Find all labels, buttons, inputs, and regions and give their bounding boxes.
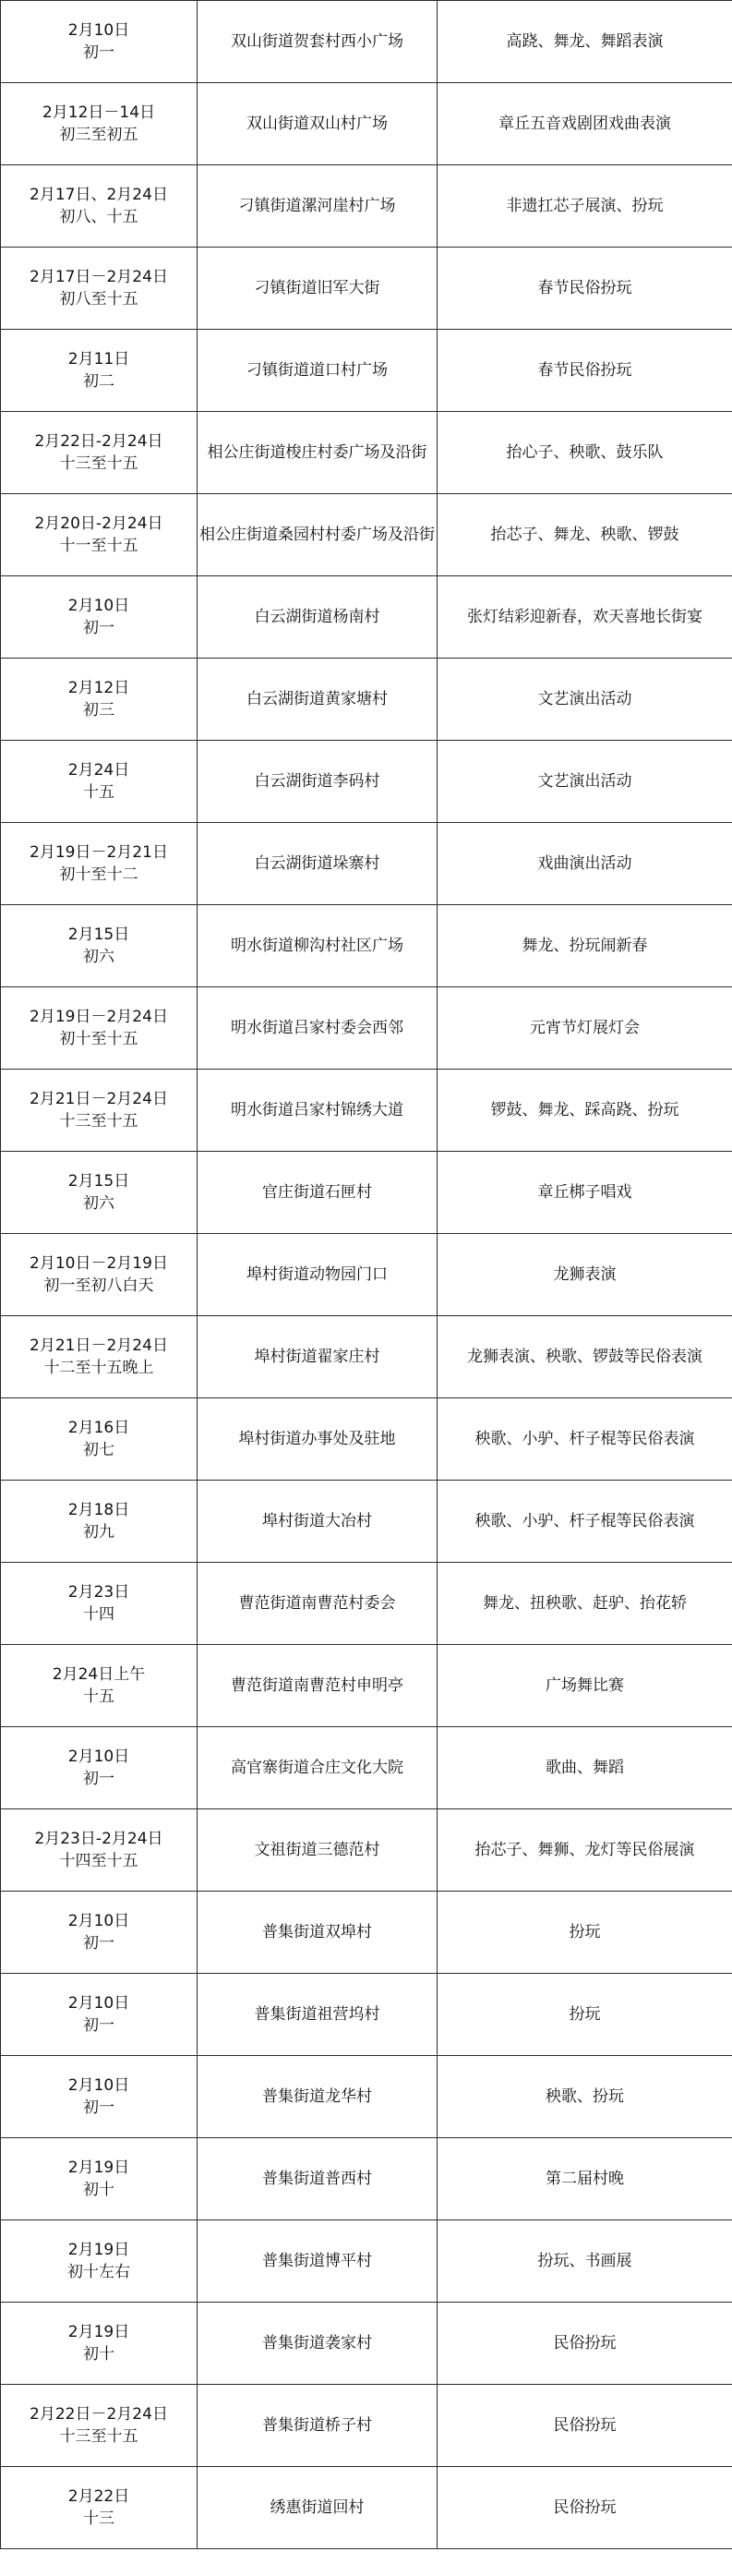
activity-cell: 抬芯子、舞龙、秧歌、锣鼓: [438, 494, 732, 576]
activity-cell: 民俗扮玩: [438, 2467, 732, 2549]
location-cell: 明水街道吕家村锦绣大道: [198, 1070, 438, 1152]
table-row: [1, 83, 732, 165]
activity-cell: 广场舞比赛: [438, 1645, 732, 1727]
solar-date: 2月12日－14日: [42, 103, 156, 122]
solar-date: 2月22日: [67, 2487, 130, 2506]
activity-cell: 高跷、舞龙、舞蹈表演: [438, 1, 732, 83]
location-cell: 埠村街道大冶村: [198, 1481, 438, 1563]
table-row: [1, 2303, 732, 2385]
solar-date: 2月10日: [67, 2076, 130, 2095]
lunar-date: 初二: [83, 372, 114, 391]
solar-date: 2月21日－2月24日: [30, 1090, 168, 1108]
activity-cell: 龙狮表演、秧歌、锣鼓等民俗表演: [438, 1316, 732, 1398]
table-row: [1, 165, 732, 248]
location-cell: 白云湖街道李码村: [198, 741, 438, 823]
table-row: [1, 741, 732, 823]
solar-date: 2月15日: [67, 1172, 130, 1191]
lunar-date: 十三至十五: [59, 2427, 138, 2446]
date-cell: [1, 2138, 198, 2220]
lunar-date: 十三: [83, 2509, 114, 2528]
table-row: [1, 330, 732, 412]
table-row: [1, 1234, 732, 1316]
activity-cell: 元宵节灯展灯会: [438, 987, 732, 1070]
solar-date: 2月22日-2月24日: [34, 432, 163, 451]
location-cell: 白云湖街道黄家塘村: [198, 659, 438, 741]
location-cell: 高官寨街道合庄文化大院: [198, 1727, 438, 1809]
date-cell: [1, 1398, 198, 1481]
date-cell: [1, 1234, 198, 1316]
lunar-date: 十五: [83, 1687, 114, 1706]
location-cell: 普集街道双埠村: [198, 1892, 438, 1974]
lunar-date: 初十: [83, 2345, 114, 2364]
table-row: [1, 1645, 732, 1727]
solar-date: 2月10日: [67, 21, 130, 40]
activity-cell: 张灯结彩迎新春，欢天喜地长街宴: [438, 576, 732, 659]
location-cell: 刁镇街道漯河崖村广场: [198, 165, 438, 248]
date-cell: [1, 1070, 198, 1152]
solar-date: 2月19日－2月21日: [30, 843, 168, 862]
activity-cell: 扮玩: [438, 1892, 732, 1974]
lunar-date: 初十至十二: [59, 865, 138, 884]
table-row: [1, 1727, 732, 1809]
date-cell: [1, 2467, 198, 2549]
activity-cell: 章丘梆子唱戏: [438, 1152, 732, 1234]
lunar-date: 初一: [83, 619, 114, 637]
location-cell: 双山街道双山村广场: [198, 83, 438, 165]
date-cell: [1, 659, 198, 741]
location-cell: 普集街道博平村: [198, 2220, 438, 2303]
location-cell: 文祖街道三德范村: [198, 1809, 438, 1892]
location-cell: 双山街道贺套村西小广场: [198, 1, 438, 83]
date-cell: [1, 1892, 198, 1974]
date-cell: [1, 576, 198, 659]
date-cell: [1, 1152, 198, 1234]
activity-cell: 扮玩、书画展: [438, 2220, 732, 2303]
date-cell: [1, 1809, 198, 1892]
table-row: [1, 1481, 732, 1563]
lunar-date: 初三: [83, 701, 114, 720]
table-row: [1, 1563, 732, 1645]
activity-cell: 第二届村晚: [438, 2138, 732, 2220]
date-cell: [1, 2220, 198, 2303]
solar-date: 2月15日: [67, 925, 130, 944]
date-cell: [1, 1, 198, 83]
date-cell: [1, 823, 198, 905]
lunar-date: 初三至初五: [59, 126, 138, 144]
solar-date: 2月19日－2月24日: [30, 1008, 168, 1026]
lunar-date: 十三至十五: [59, 1112, 138, 1131]
activity-cell: 戏曲演出活动: [438, 823, 732, 905]
table-row: [1, 1974, 732, 2056]
location-cell: 普集街道桥子村: [198, 2385, 438, 2467]
date-cell: [1, 905, 198, 987]
schedule-body: [1, 1, 732, 2549]
solar-date: 2月17日、2月24日: [30, 186, 168, 204]
activity-cell: 文艺演出活动: [438, 741, 732, 823]
location-cell: 普集街道龙华村: [198, 2056, 438, 2138]
location-cell: 埠村街道翟家庄村: [198, 1316, 438, 1398]
activity-cell: 文艺演出活动: [438, 659, 732, 741]
table-row: [1, 2138, 732, 2220]
activity-cell: 抬心子、秧歌、鼓乐队: [438, 412, 732, 494]
location-cell: 相公庄街道桑园村村委广场及沿街: [198, 494, 438, 576]
location-cell: 明水街道吕家村委会西邻: [198, 987, 438, 1070]
activity-cell: 龙狮表演: [438, 1234, 732, 1316]
location-cell: 普集街道祖营坞村: [198, 1974, 438, 2056]
table-row: [1, 1070, 732, 1152]
solar-date: 2月24日上午: [52, 1665, 146, 1684]
table-row: [1, 659, 732, 741]
lunar-date: 初六: [83, 948, 114, 966]
lunar-date: 十五: [83, 783, 114, 802]
lunar-date: 初一: [83, 1770, 114, 1788]
table-row: [1, 2056, 732, 2138]
location-cell: 相公庄街道梭庄村委广场及沿街: [198, 412, 438, 494]
solar-date: 2月22日－2月24日: [30, 2405, 168, 2424]
location-cell: 刁镇街道道口村广场: [198, 330, 438, 412]
solar-date: 2月10日: [67, 1912, 130, 1930]
table-row: [1, 2220, 732, 2303]
lunar-date: 初一: [83, 1934, 114, 1953]
table-row: [1, 987, 732, 1070]
lunar-date: 初一: [83, 43, 114, 62]
lunar-date: 初十左右: [67, 2263, 130, 2281]
activity-cell: 非遗扛芯子展演、扮玩: [438, 165, 732, 248]
location-cell: 官庄街道石匣村: [198, 1152, 438, 1234]
solar-date: 2月16日: [67, 1419, 130, 1437]
lunar-date: 十四: [83, 1605, 114, 1624]
solar-date: 2月18日: [67, 1501, 130, 1519]
table-row: [1, 1152, 732, 1234]
solar-date: 2月10日: [67, 597, 130, 615]
date-cell: [1, 1316, 198, 1398]
date-cell: [1, 165, 198, 248]
table-row: [1, 905, 732, 987]
date-cell: [1, 330, 198, 412]
lunar-date: 十一至十五: [59, 537, 138, 555]
table-row: [1, 1809, 732, 1892]
location-cell: 普集街道袭家村: [198, 2303, 438, 2385]
location-cell: 明水街道柳沟村社区广场: [198, 905, 438, 987]
location-cell: 普集街道普西村: [198, 2138, 438, 2220]
table-row: [1, 823, 732, 905]
date-cell: [1, 1974, 198, 2056]
location-cell: 曹范街道南曹范村申明亭: [198, 1645, 438, 1727]
lunar-date: 初十: [83, 2181, 114, 2199]
date-cell: [1, 741, 198, 823]
table-row: [1, 412, 732, 494]
activity-cell: 抬芯子、舞狮、龙灯等民俗展演: [438, 1809, 732, 1892]
solar-date: 2月20日-2月24日: [34, 514, 163, 533]
solar-date: 2月24日: [67, 761, 130, 780]
table-row: [1, 576, 732, 659]
activity-cell: 民俗扮玩: [438, 2385, 732, 2467]
lunar-date: 初六: [83, 1194, 114, 1213]
solar-date: 2月19日: [67, 2241, 130, 2259]
date-cell: [1, 1481, 198, 1563]
solar-date: 2月11日: [67, 350, 130, 369]
lunar-date: 十三至十五: [59, 454, 138, 473]
lunar-date: 初九: [83, 1523, 114, 1542]
table-row: [1, 2467, 732, 2549]
location-cell: 曹范街道南曹范村委会: [198, 1563, 438, 1645]
date-cell: [1, 2385, 198, 2467]
solar-date: 2月10日: [67, 1994, 130, 2013]
date-cell: [1, 412, 198, 494]
activity-cell: 春节民俗扮玩: [438, 248, 732, 330]
activity-cell: 春节民俗扮玩: [438, 330, 732, 412]
lunar-date: 初七: [83, 1441, 114, 1459]
activity-cell: 章丘五音戏剧团戏曲表演: [438, 83, 732, 165]
lunar-date: 十四至十五: [59, 1852, 138, 1870]
date-cell: [1, 2303, 198, 2385]
lunar-date: 初十至十五: [59, 1030, 138, 1048]
location-cell: 白云湖街道垛寨村: [198, 823, 438, 905]
date-cell: [1, 248, 198, 330]
date-cell: [1, 1563, 198, 1645]
activity-cell: 舞龙、扮玩闹新春: [438, 905, 732, 987]
activity-cell: 舞龙、扭秧歌、赶驴、抬花轿: [438, 1563, 732, 1645]
activity-cell: 秧歌、小驴、杆子棍等民俗表演: [438, 1398, 732, 1481]
solar-date: 2月12日: [67, 679, 130, 697]
location-cell: 绣惠街道回村: [198, 2467, 438, 2549]
date-cell: [1, 494, 198, 576]
table-row: [1, 494, 732, 576]
activity-cell: 民俗扮玩: [438, 2303, 732, 2385]
date-cell: [1, 987, 198, 1070]
solar-date: 2月19日: [67, 2323, 130, 2341]
date-cell: [1, 83, 198, 165]
activity-cell: 歌曲、舞蹈: [438, 1727, 732, 1809]
solar-date: 2月23日: [67, 1583, 130, 1602]
solar-date: 2月10日－2月19日: [30, 1254, 168, 1273]
table-row: [1, 1398, 732, 1481]
location-cell: 白云湖街道杨南村: [198, 576, 438, 659]
lunar-date: 初一至初八白天: [43, 1276, 154, 1295]
table-row: [1, 1316, 732, 1398]
table-row: [1, 1892, 732, 1974]
activity-cell: 秧歌、扮玩: [438, 2056, 732, 2138]
table-row: [1, 2385, 732, 2467]
lunar-date: 初一: [83, 2016, 114, 2035]
activity-cell: 锣鼓、舞龙、踩高跷、扮玩: [438, 1070, 732, 1152]
date-cell: [1, 2056, 198, 2138]
solar-date: 2月19日: [67, 2159, 130, 2177]
solar-date: 2月21日－2月24日: [30, 1336, 168, 1355]
location-cell: 埠村街道动物园门口: [198, 1234, 438, 1316]
lunar-date: 初八、十五: [59, 208, 138, 226]
date-cell: [1, 1645, 198, 1727]
activity-cell: 秧歌、小驴、杆子棍等民俗表演: [438, 1481, 732, 1563]
activity-cell: 扮玩: [438, 1974, 732, 2056]
solar-date: 2月23日-2月24日: [34, 1830, 163, 1848]
location-cell: 刁镇街道旧军大街: [198, 248, 438, 330]
date-cell: [1, 1727, 198, 1809]
lunar-date: 十二至十五晚上: [43, 1359, 154, 1377]
lunar-date: 初一: [83, 2098, 114, 2117]
solar-date: 2月10日: [67, 1748, 130, 1766]
solar-date: 2月17日－2月24日: [30, 268, 168, 286]
table-row: [1, 248, 732, 330]
location-cell: 埠村街道办事处及驻地: [198, 1398, 438, 1481]
lunar-date: 初八至十五: [59, 290, 138, 308]
table-row: [1, 1, 732, 83]
